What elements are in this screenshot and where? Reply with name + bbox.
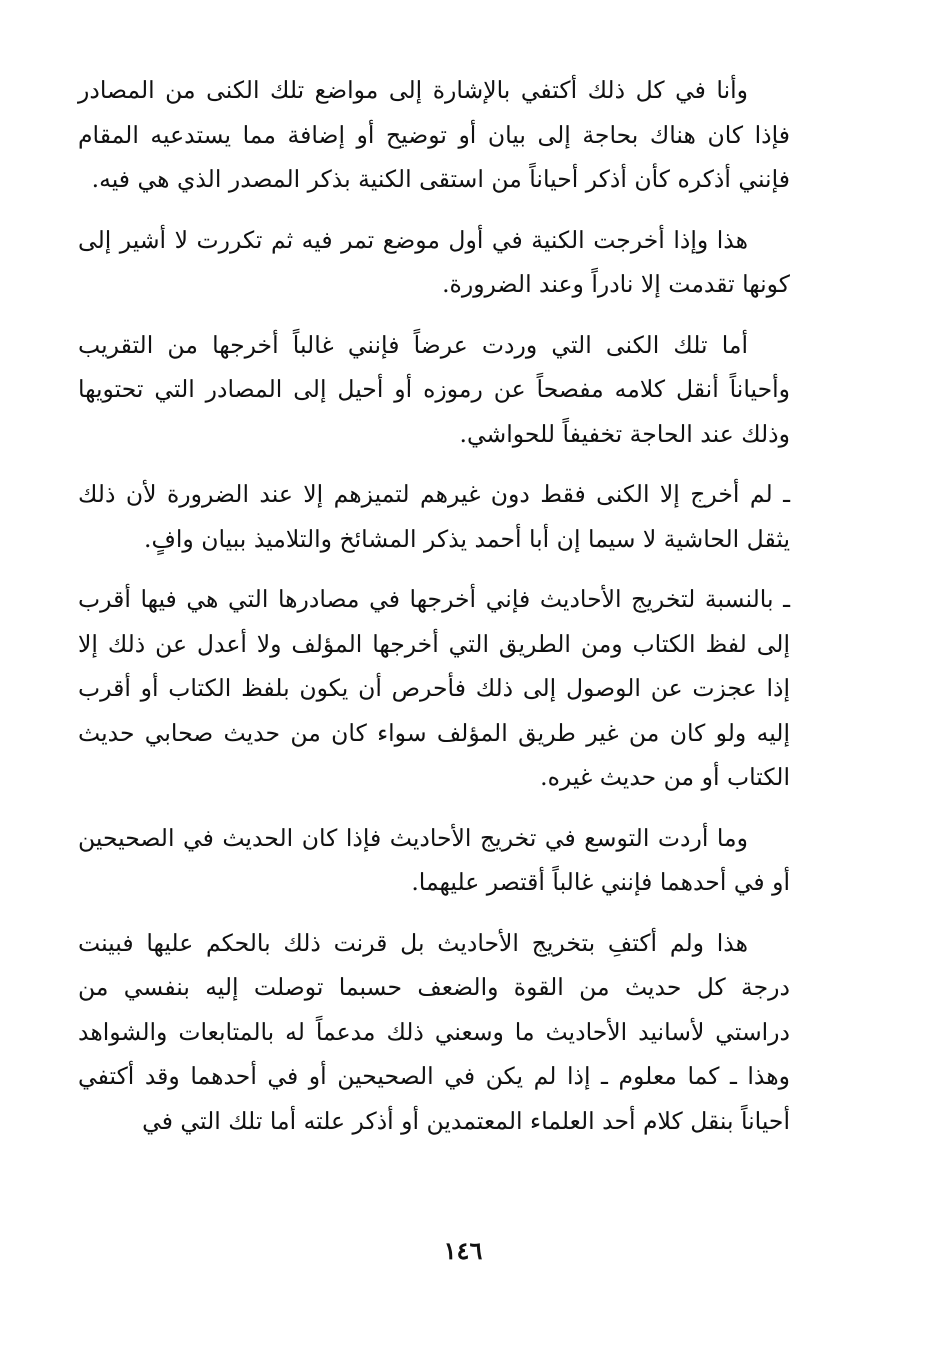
paragraph-5: ـ بالنسبة لتخريج الأحاديث فإني أخرجها في مصادرها التي هي فيها أقرب إلى لفظ الكتاب ومن الطريق التي أخرجها المؤلف ولا أعدل عن ذلك إلا إذا عجزت عن الوصول إلى ذلك فأحرص أن يكون بلفظ الكتاب أو أقرب إليه ولو كان من غير طريق المؤلف سواء كان من حديث صحابي حديث الكتاب أو من حديث غيره. xyxy=(78,585,790,791)
paragraph-2: هذا وإذا أخرجت الكنية في أول موضع تمر فيه ثم تكررت لا أشير إلى كونها تقدمت إلا نادراً وعند الضرورة. xyxy=(78,225,790,298)
page-number: ١٤٦ xyxy=(443,1236,483,1265)
paragraph-7: هذا ولم أكتفِ بتخريج الأحاديث بل قرنت ذلك بالحكم عليها فبينت درجة كل حديث من القوة والضعف حسبما توصلت إليه بنفسي من دراستي لأسانيد الأحاديث ما وسعني ذلك مدعماً له بالمتابعات والشواهد وهذا ـ كما معلوم ـ إذا لم يكن في الصحيحين أو في أحدهما وقد أكتفي أحياناً بنقل كلام أحد العلماء المعتمدين أو أذكر علته أما تلك التي في xyxy=(78,928,790,1135)
paragraph-1: وأنا في كل ذلك أكتفي بالإشارة إلى مواضع تلك الكنى من المصادر فإذا كان هناك بحاجة إلى بيان أو توضيح أو إضافة مما يستدعيه المقام فإنني أذكره كأن أذكر أحياناً من استقى الكنية بذكر المصدر الذي هي فيه. xyxy=(78,76,790,193)
paragraph-4: ـ لم أخرج إلا الكنى فقط دون غيرهم لتميزهم إلا عند الضرورة لأن ذلك يثقل الحاشية لا سيما إن أبا أحمد يذكر المشائخ والتلاميذ ببيان وافٍ. xyxy=(78,480,790,553)
body-text xyxy=(78,68,790,1159)
paragraph-3: أما تلك الكنى التي وردت عرضاً فإنني غالباً أخرجها من التقريب وأحياناً أنقل كلامه مفصحاً عن رموزه أو أحيل إلى المصادر التي تحتويها وذلك عند الحاجة تخفيفاً للحواشي. xyxy=(78,330,790,448)
paragraph-6: وما أردت التوسع في تخريج الأحاديث فإذا كان الحديث في الصحيحين أو في أحدهما فإنني غالباً أقتصر عليهما. xyxy=(78,823,790,896)
